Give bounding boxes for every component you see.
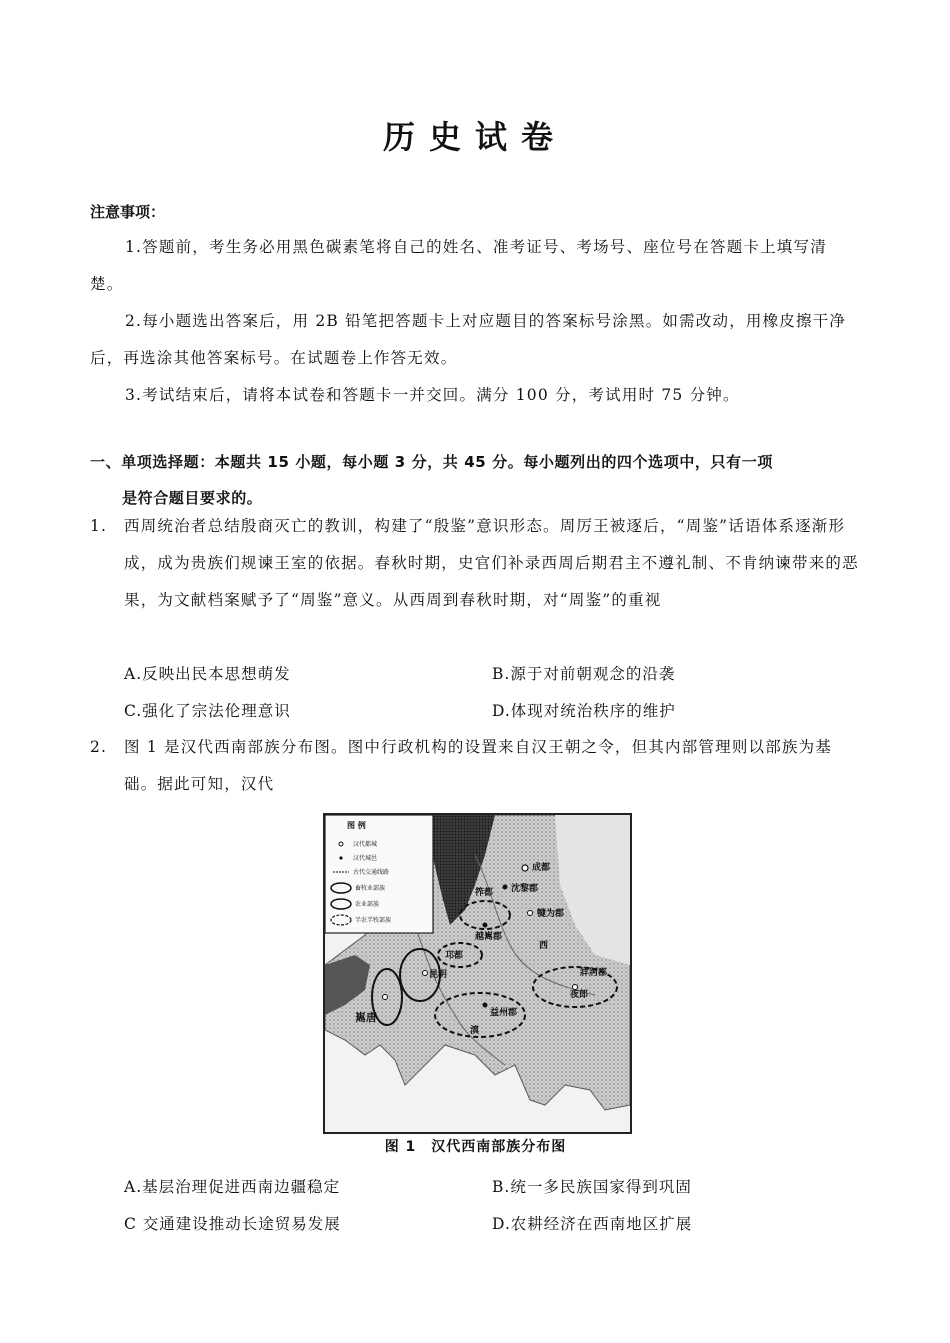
notice-item-1: 1.答题前，考生务必用黑色碳素笔将自己的姓名、准考证号、考场号、座位号在答题卡上填写清楚。 — [90, 238, 827, 293]
question-1-option-d[interactable]: D.体现对统治秩序的维护 — [492, 702, 676, 720]
section-heading-line2: 是符合题目要求的。 — [122, 489, 263, 507]
legend-item-route: 古代交通线路 — [353, 869, 390, 876]
place-yelang: 夜郎 — [570, 990, 589, 1000]
figure-caption: 图 1 汉代西南部族分布图 — [384, 1139, 567, 1155]
question-1-option-a[interactable]: A.反映出民本思想萌发 — [124, 665, 291, 683]
notice-item-3: 3.考试结束后，请将本试卷和答题卡一并交回。满分 100 分，考试用时 75 分钟。 — [125, 386, 740, 404]
exam-title: 历史试卷 — [382, 118, 567, 156]
question-1-option-c[interactable]: C.强化了宗法伦理意识 — [124, 702, 291, 720]
legend-item-pastoral: 畜牧业部族 — [355, 885, 386, 892]
place-kunming: 昆明 — [429, 970, 448, 980]
question-2-number: 2. — [90, 738, 108, 756]
legend-item-city: 汉代城邑 — [353, 855, 378, 862]
question-2-option-a[interactable]: A.基层治理促进西南边疆稳定 — [124, 1178, 341, 1196]
question-1-number: 1. — [90, 517, 108, 535]
notice-heading: 注意事项： — [90, 203, 166, 221]
place-dian: 滇 — [470, 1026, 480, 1036]
place-xi: 西 — [539, 941, 549, 951]
section-heading-line1: 一、单项选择题：本题共 15 小题，每小题 3 分，共 45 分。每小题列出的四个选项中，只有一项 — [90, 453, 773, 471]
legend-item-capital: 汉代都城 — [353, 841, 378, 848]
question-2 — [90, 729, 860, 803]
place-shenli: 沈黎郡 — [511, 884, 539, 894]
place-yizhou: 益州郡 — [490, 1008, 518, 1018]
legend-item-mixed: 半农半牧部族 — [355, 917, 392, 924]
question-1-stem: 西周统治者总结殷商灭亡的教训，构建了“殷鉴”意识形态。周厉王被逐后，“周鉴”话语体系逐渐形成，成为贵族们规谏王室的依据。春秋时期，史官们补录西周后期君主不遵礼制、不肯纳谏带来的恶果，为文献档案赋予了“周鉴”意义。从西周到春秋时期，对“周鉴”的重视 — [124, 517, 859, 609]
notice-item-2: 2.每小题选出答案后，用 2B 铅笔把答题卡上对应题目的答案标号涂黑。如需改动，用橡皮擦干净后，再选涂其他答案标号。在试题卷上作答无效。 — [90, 312, 847, 367]
legend-item-agricultural: 农业部族 — [355, 901, 380, 908]
question-2-option-d[interactable]: D.农耕经济在西南地区扩展 — [492, 1215, 693, 1233]
place-zuodu: 筰都 — [475, 888, 494, 898]
place-qianwei: 犍为郡 — [537, 909, 565, 919]
map-figure — [323, 813, 632, 1134]
place-yuexi: 越嶲郡 — [475, 932, 503, 942]
question-1-option-b[interactable]: B.源于对前朝观念的沿袭 — [492, 665, 676, 683]
place-chengdu: 成都 — [532, 863, 551, 873]
map-drawing — [325, 815, 630, 1132]
place-zangke: 牂牁郡 — [580, 968, 608, 978]
question-2-option-b[interactable]: B.统一多民族国家得到巩固 — [492, 1178, 692, 1196]
place-qiongdu: 邛都 — [445, 951, 464, 961]
section-heading — [90, 444, 860, 516]
question-1 — [90, 508, 860, 619]
question-2-stem: 图 1 是汉代西南部族分布图。图中行政机构的设置来自汉王朝之令，但其内部管理则以部族为基础。据此可知，汉代 — [124, 738, 833, 793]
question-2-option-c[interactable]: C 交通建设推动长途贸易发展 — [124, 1215, 341, 1233]
place-xitang: 嶲唐 — [355, 1011, 377, 1024]
legend-title: 图 例 — [347, 821, 366, 830]
